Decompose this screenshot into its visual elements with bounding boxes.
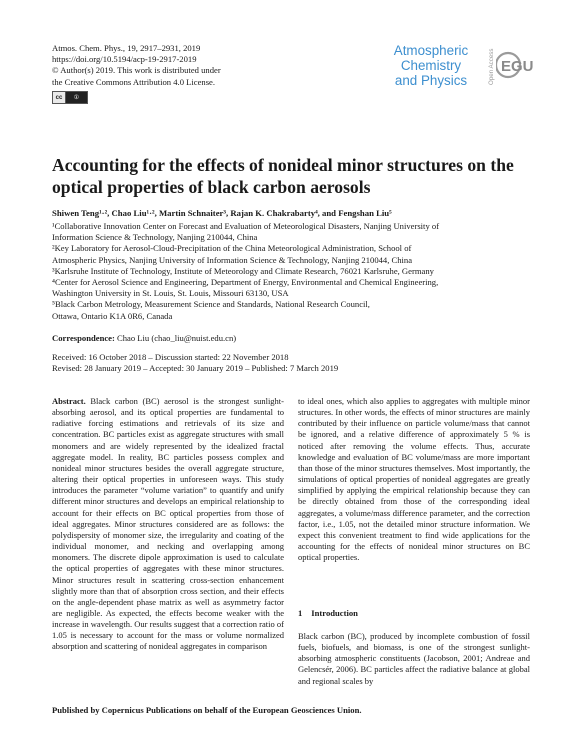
intro-paragraph: Black carbon (BC), produced by incomplete combustion of fossil fuels, biofuels, and biomass, is one of the strongest sunlight-absorbing atmospheric constituents (Jacobson, 2001; Andreae and Gelencsér, 2006). BC particles affect the radiative balance at global and regional scales by <box>298 631 530 686</box>
revised-dates: Revised: 28 January 2019 – Accepted: 30 January 2019 – Published: 7 March 2019 <box>52 363 339 373</box>
egu-logo-icon <box>496 48 534 82</box>
abstract-column-right <box>298 396 530 563</box>
affiliation-line: ³Karlsruhe Institute of Technology, Institute of Meteorology and Climate Research, 76021 Karlsruhe, Germany <box>52 265 434 276</box>
journal-citation: Atmos. Chem. Phys., 19, 2917–2931, 2019 <box>52 43 201 53</box>
affiliation-line: Ottawa, Ontario K1A 0R6, Canada <box>52 310 173 321</box>
section-number: 1 <box>298 608 303 618</box>
correspondence-label: Correspondence: <box>52 333 115 343</box>
affiliation-line: ⁴Center for Aerosol Science and Engineering, Department of Energy, Environmental and Chemical Engineering, <box>52 277 439 288</box>
abstract-continued: to ideal ones, which also applies to aggregates with multiple minor structures. In other words, the effects of minor structures are mainly contributed by their influence on particle volume/mass that cannot be ignored, and a relative difference of approximately 5 % is noticed after removing the volume effects. Thus, accurate knowledge and evaluation of BC volume/mass are more important than those of the minor structures themselves. Most importantly, the simulations of optical properties of nonideal aggregates are greatly simplified by applying the empirical relationship because they can be directly obtained from those of the corresponding ideal aggregates, a volume/mass difference parameter, and the correction factor, i.e., 1.05, not the detailed minor structure information. We expect this convenient treatment to find wide applications for the accounting for the effects of nonideal minor structures on BC optical properties. <box>298 396 530 563</box>
affiliation-line: ¹Collaborative Innovation Center on Forecast and Evaluation of Meteorological Disasters, Nanjing University of <box>52 221 440 231</box>
introduction-text <box>298 631 530 687</box>
affiliation-line: Atmospheric Physics, Nanjing University of Information Science & Technology, Nanjing 210044, China <box>52 254 413 265</box>
abstract-text: Black carbon (BC) aerosol is the strongest sunlight-absorbing aerosol, and its optical properties are fundamental to radiative forcing estimations and retrievals of its size and concentration. BC particles exist as aggregate structures with small monomers and are widely represented by the idealized fractal aggregate model. In reality, BC particles possess complex and nonideal minor structures besides the overall aggregate structure, altering their optical properties in unforeseen ways. This study introduces the parameter “volume variation” to quantify and unify different minor structures and develops an empirical relationship to account for their effects on BC optical properties from those of ideal aggregates. Minor structures considered are as follows: the polydispersity of monomer size, the irregularity and coating of the individual monomer, and necking and overlapping among monomers. The discrete dipole approximation is used to calculate the optical properties of aggregates with these minor structures. Minor structures result in scattering cross-section enhancement slightly more than that of absorption cross section, and their effects on the angle-dependent phase matrix as well as asymmetry factor are negligible. As expected, the effects become weaker with the increase in wavelength. Our results suggest that a correction ratio of 1.05 is necessary to account for the mass or volume normalized absorption and scattering of nonideal aggregates in comparison <box>52 396 284 652</box>
attribution-icon: ① <box>66 92 87 103</box>
section-heading <box>298 608 367 618</box>
journal-name-line2: Chemistry <box>400 57 462 73</box>
abstract-column-left <box>52 396 284 653</box>
article-title: Accounting for the effects of nonideal minor structures on the optical properties of black carbon aerosols <box>52 155 514 197</box>
license-line: the Creative Commons Attribution 4.0 License. <box>52 76 216 87</box>
journal-logo-text <box>376 44 486 88</box>
abstract-paragraph <box>52 396 284 653</box>
citation-block <box>52 43 302 88</box>
correspondence <box>52 333 236 343</box>
publisher-footer: Published by Copernicus Publications on behalf of the European Geosciences Union. <box>52 705 362 715</box>
cc-icon: cc <box>53 92 66 103</box>
author-list: Shiwen Teng¹·², Chao Liu¹·², Martin Schnaiter³, Rajan K. Chakrabarty⁴, and Fengshan Liu⁵ <box>52 208 392 218</box>
publication-dates <box>52 352 338 374</box>
section-title: Introduction <box>311 608 358 618</box>
abstract-label: Abstract. <box>52 396 86 406</box>
affiliation-line: Information Science & Technology, Nanjing 210044, China <box>52 232 258 243</box>
affiliation-line: ⁵Black Carbon Metrology, Measurement Science and Standards, National Research Council, <box>52 299 370 310</box>
cc-by-license-badge[interactable] <box>52 91 88 104</box>
egu-logo-text: EGU <box>501 58 534 75</box>
affiliation-line: ²Key Laboratory for Aerosol-Cloud-Precipitation of the China Meteorological Administration, School of <box>52 243 412 254</box>
affiliation-line: Washington University in St. Louis, St. Louis, Missouri 63130, USA <box>52 288 289 299</box>
affiliations <box>52 221 532 322</box>
journal-name-line1: Atmospheric <box>393 43 469 58</box>
correspondence-email[interactable]: Chao Liu (chao_liu@nuist.edu.cn) <box>114 333 237 343</box>
journal-name-line3: and Physics <box>394 72 468 88</box>
open-access-label <box>486 42 496 86</box>
open-access-text: Open Access <box>488 48 495 85</box>
copyright-line: © Author(s) 2019. This work is distributed under <box>52 65 221 76</box>
received-dates: Received: 16 October 2018 – Discussion started: 22 November 2018 <box>52 352 289 362</box>
doi-link[interactable]: https://doi.org/10.5194/acp-19-2917-2019 <box>52 54 197 65</box>
